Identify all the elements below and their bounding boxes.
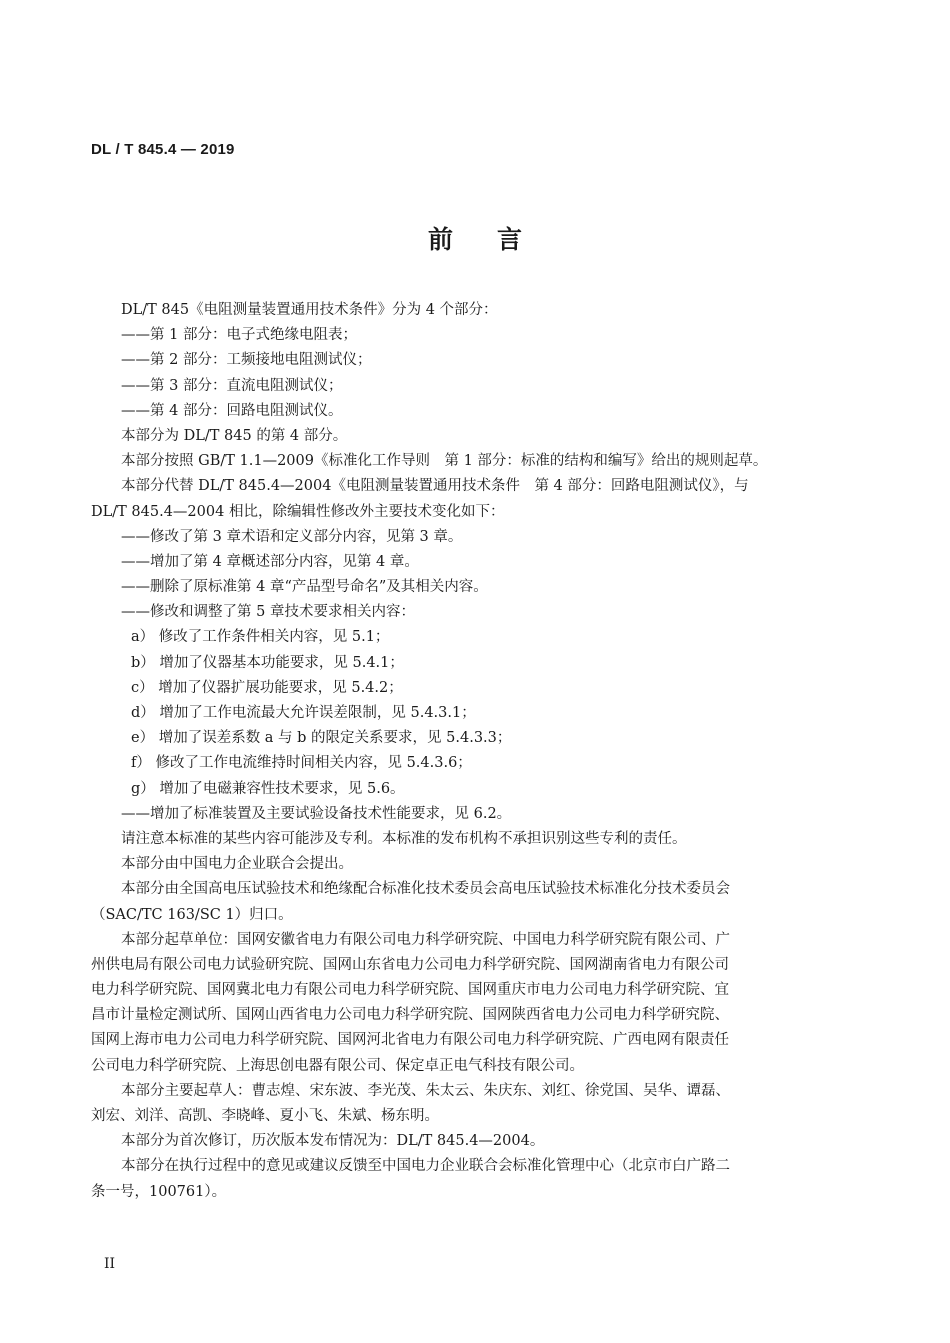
paragraph-line: 请注意本标准的某些内容可能涉及专利。本标准的发布机构不承担识别这些专利的责任。	[121, 830, 687, 847]
page-title: 前言	[427, 225, 566, 254]
paragraph-line: ——第 3 部分：直流电阻测试仪；	[121, 377, 343, 394]
paragraph-line: e） 增加了误差系数 a 与 b 的限定关系要求，见 5.4.3.3；	[131, 730, 512, 747]
paragraph-line: 州供电局有限公司电力试验研究院、国网山东省电力公司电力科学研究院、国网湖南省电力有限公司	[91, 956, 729, 973]
paragraph-line: ——第 1 部分：电子式绝缘电阻表；	[121, 327, 357, 344]
paragraph-line: 本部分在执行过程中的意见或建议反馈至中国电力企业联合会标准化管理中心（北京市白广路二	[121, 1158, 730, 1175]
paragraph-line: 公司电力科学研究院、上海思创电器有限公司、保定卓正电气科技有限公司。	[91, 1057, 584, 1074]
paragraph-line: g） 增加了电磁兼容性技术要求，见 5.6。	[131, 780, 405, 797]
paragraph-line: d） 增加了工作电流最大允许误差限制，见 5.4.3.1；	[131, 705, 476, 721]
paragraph-line: ——删除了原标准第 4 章“产品型号命名”及其相关内容。	[121, 579, 488, 596]
paragraph-line: DL/T 845《电阻测量装置通用技术条件》分为 4 个部分：	[121, 302, 498, 318]
paragraph-line: 本部分由全国高电压试验技术和绝缘配合标准化技术委员会高电压试验技术标准化分技术委员会	[121, 881, 730, 898]
paragraph-line: c） 增加了仪器扩展功能要求，见 5.4.2；	[131, 679, 403, 696]
paragraph-line: ——修改和调整了第 5 章技术要求相关内容：	[121, 604, 415, 621]
paragraph-line: （SAC/TC 163/SC 1）归口。	[91, 906, 293, 923]
paragraph-line: 本部分由中国电力企业联合会提出。	[121, 856, 353, 873]
paragraph-line: a） 修改了工作条件相关内容，见 5.1；	[131, 629, 390, 646]
paragraph-line: 刘宏、刘洋、高凯、李晓峰、夏小飞、朱斌、杨东明。	[91, 1108, 439, 1124]
paragraph-line: 本部分主要起草人：曹志煌、宋东波、李光茂、朱太云、朱庆东、刘红、徐党国、吴华、谭磊、	[121, 1082, 730, 1099]
paragraph-line: ——修改了第 3 章术语和定义部分内容，见第 3 章。	[121, 528, 463, 545]
paragraph-line: 本部分按照 GB/T 1.1—2009《标准化工作导则 第 1 部分：标准的结构和编写》给出的规则起草。	[121, 453, 768, 470]
paragraph-line: 电力科学研究院、国网冀北电力有限公司电力科学研究院、国网重庆市电力公司电力科学研究院、宜	[91, 982, 729, 999]
paragraph-line: 本部分代替 DL/T 845.4—2004《电阻测量装置通用技术条件 第 4 部分：回路电阻测试仪》，与	[121, 478, 749, 495]
paragraph-line: f） 修改了工作电流维持时间相关内容，见 5.4.3.6；	[131, 755, 472, 772]
foreword-body	[91, 298, 851, 1205]
paragraph-line: 国网上海市电力公司电力科学研究院、国网河北省电力有限公司电力科学研究院、广西电网有限责任	[91, 1032, 729, 1049]
document-header: DL / T 845.4 — 2019	[91, 141, 235, 158]
page-number: II	[104, 1256, 116, 1272]
paragraph-line: ——增加了标准装置及主要试验设备技术性能要求，见 6.2。	[121, 805, 512, 822]
paragraph-line: 本部分为首次修订，历次版本发布情况为：DL/T 845.4—2004。	[121, 1133, 545, 1150]
paragraph-line: b） 增加了仪器基本功能要求，见 5.4.1；	[131, 654, 404, 671]
paragraph-line: 本部分为 DL/T 845 的第 4 部分。	[121, 427, 348, 444]
paragraph-line: ——第 2 部分：工频接地电阻测试仪；	[121, 352, 372, 369]
paragraph-line: 昌市计量检定测试所、国网山西省电力公司电力科学研究院、国网陕西省电力公司电力科学研究院、	[91, 1007, 729, 1024]
paragraph-line: 条一号，100761）。	[91, 1183, 227, 1200]
paragraph-line: 本部分起草单位：国网安徽省电力有限公司电力科学研究院、中国电力科学研究院有限公司、广	[121, 931, 730, 948]
paragraph-line: ——第 4 部分：回路电阻测试仪。	[121, 402, 343, 419]
paragraph-line: DL/T 845.4—2004 相比，除编辑性修改外主要技术变化如下：	[91, 503, 505, 520]
paragraph-line: ——增加了第 4 章概述部分内容，见第 4 章。	[121, 553, 419, 570]
